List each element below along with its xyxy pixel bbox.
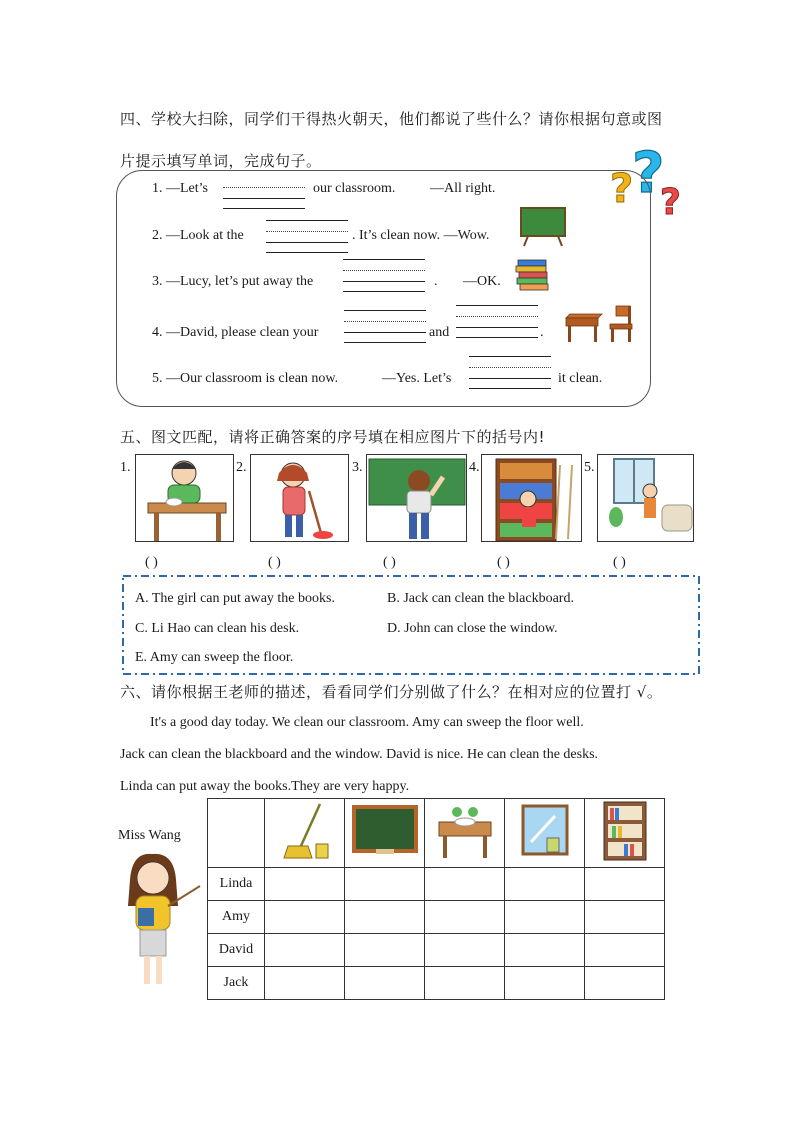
table-row bbox=[208, 934, 665, 967]
q4-text-a: 4. —David, please clean your bbox=[152, 325, 319, 340]
answer-paren-1[interactable]: ( ) bbox=[145, 555, 158, 570]
check-cell[interactable] bbox=[585, 967, 665, 1000]
picture-boy-closing-window bbox=[597, 454, 694, 542]
blackboard-icon bbox=[352, 805, 418, 857]
teacher-label: Miss Wang bbox=[118, 828, 181, 843]
check-cell[interactable] bbox=[265, 934, 345, 967]
student-name: David bbox=[208, 934, 265, 967]
q1-text-b: our classroom. bbox=[313, 181, 396, 196]
q2-text-a: 2. —Look at the bbox=[152, 228, 244, 243]
answer-paren-3[interactable]: ( ) bbox=[383, 555, 396, 570]
check-cell[interactable] bbox=[585, 868, 665, 901]
option-e: E. Amy can sweep the floor. bbox=[135, 650, 294, 665]
teacher-illustration bbox=[118, 850, 204, 990]
column-header-bookshelf bbox=[585, 799, 665, 868]
check-cell[interactable] bbox=[265, 967, 345, 1000]
svg-text:?: ? bbox=[660, 182, 681, 222]
q4-text-c: . bbox=[540, 325, 544, 340]
passage-line-1: It's a good day today. We clean our classroom. Amy can sweep the floor well. bbox=[150, 715, 584, 730]
books-icon bbox=[514, 258, 552, 296]
check-cell[interactable] bbox=[505, 967, 585, 1000]
section6-heading: 六、请你根据王老师的描述，看看同学们分别做了什么？在相对应的位置打 √。 bbox=[120, 683, 663, 701]
table-row bbox=[208, 901, 665, 934]
check-cell[interactable] bbox=[585, 901, 665, 934]
picture-girl-sweeping bbox=[250, 454, 349, 542]
check-cell[interactable] bbox=[345, 967, 425, 1000]
q4-blank-2[interactable] bbox=[456, 305, 538, 339]
desk-chair-icon bbox=[564, 304, 636, 344]
q4-text-b: and bbox=[429, 325, 450, 340]
column-header-blackboard bbox=[345, 799, 425, 868]
picture-number-5: 5. bbox=[584, 460, 595, 475]
svg-text:?: ? bbox=[632, 141, 665, 206]
q5-text-b: —Yes. Let’s bbox=[382, 371, 452, 386]
student-name: Amy bbox=[208, 901, 265, 934]
check-cell[interactable] bbox=[345, 934, 425, 967]
bookshelf-icon bbox=[600, 800, 650, 862]
check-cell[interactable] bbox=[505, 868, 585, 901]
option-c: C. Li Hao can clean his desk. bbox=[135, 621, 300, 636]
picture-number-2: 2. bbox=[236, 460, 247, 475]
passage-line-2: Jack can clean the blackboard and the window. David is nice. He can clean the desks. bbox=[120, 747, 599, 762]
q1-text-a: 1. —Let’s bbox=[152, 181, 208, 196]
q5-text-a: 5. —Our classroom is clean now. bbox=[152, 371, 339, 386]
picture-boy-cleaning-blackboard bbox=[366, 454, 467, 542]
q4-blank-1[interactable] bbox=[344, 310, 426, 344]
window-icon bbox=[519, 802, 571, 860]
option-a: A. The girl can put away the books. bbox=[135, 591, 335, 606]
check-cell[interactable] bbox=[265, 868, 345, 901]
q3-text-b: . bbox=[434, 274, 438, 289]
check-cell[interactable] bbox=[505, 934, 585, 967]
answer-paren-4[interactable]: ( ) bbox=[497, 555, 510, 570]
check-cell[interactable] bbox=[345, 901, 425, 934]
picture-number-3: 3. bbox=[352, 460, 363, 475]
picture-number-4: 4. bbox=[469, 460, 480, 475]
q2-text-b: . It’s clean now. —Wow. bbox=[352, 228, 490, 243]
check-cell[interactable] bbox=[425, 901, 505, 934]
picture-girl-putting-away-books bbox=[481, 454, 582, 542]
table-row bbox=[208, 868, 665, 901]
student-name: Linda bbox=[208, 868, 265, 901]
table-row bbox=[208, 967, 665, 1000]
broom-icon bbox=[278, 800, 332, 862]
q3-text-c: —OK. bbox=[463, 274, 501, 289]
check-cell[interactable] bbox=[345, 868, 425, 901]
check-cell[interactable] bbox=[505, 901, 585, 934]
option-b: B. Jack can clean the blackboard. bbox=[387, 591, 574, 606]
check-cell[interactable] bbox=[265, 901, 345, 934]
check-cell[interactable] bbox=[425, 934, 505, 967]
desk-icon bbox=[435, 802, 495, 860]
check-cell[interactable] bbox=[425, 967, 505, 1000]
q5-blank[interactable] bbox=[469, 356, 551, 390]
q3-blank[interactable] bbox=[343, 259, 425, 293]
student-name: Jack bbox=[208, 967, 265, 1000]
column-header-window bbox=[505, 799, 585, 868]
check-cell[interactable] bbox=[585, 934, 665, 967]
svg-text:?: ? bbox=[610, 166, 634, 212]
check-cell[interactable] bbox=[425, 868, 505, 901]
checklist-table bbox=[207, 798, 665, 1000]
blackboard-icon bbox=[520, 207, 566, 247]
q5-text-c: it clean. bbox=[558, 371, 603, 386]
section4-heading-line1: 四、学校大扫除，同学们干得热火朝天，他们都说了些什么？请你根据句意或图 bbox=[120, 110, 663, 128]
column-header-desk bbox=[425, 799, 505, 868]
passage-line-3: Linda can put away the books.They are very happy. bbox=[120, 779, 410, 794]
q1-blank[interactable] bbox=[223, 176, 305, 210]
column-header-sweep bbox=[265, 799, 345, 868]
answer-paren-5[interactable]: ( ) bbox=[613, 555, 626, 570]
q1-text-c: —All right. bbox=[430, 181, 496, 196]
picture-number-1: 1. bbox=[120, 460, 131, 475]
option-d: D. John can close the window. bbox=[387, 621, 558, 636]
section5-heading: 五、图文匹配，请将正确答案的序号填在相应图片下的括号内! bbox=[120, 428, 546, 446]
picture-boy-cleaning-desk bbox=[135, 454, 234, 542]
q2-blank[interactable] bbox=[266, 220, 348, 254]
q3-text-a: 3. —Lucy, let’s put away the bbox=[152, 274, 314, 289]
answer-paren-2[interactable]: ( ) bbox=[268, 555, 281, 570]
section4-heading-line2: 片提示填写单词，完成句子。 bbox=[120, 152, 322, 170]
header-empty-cell bbox=[208, 799, 265, 868]
